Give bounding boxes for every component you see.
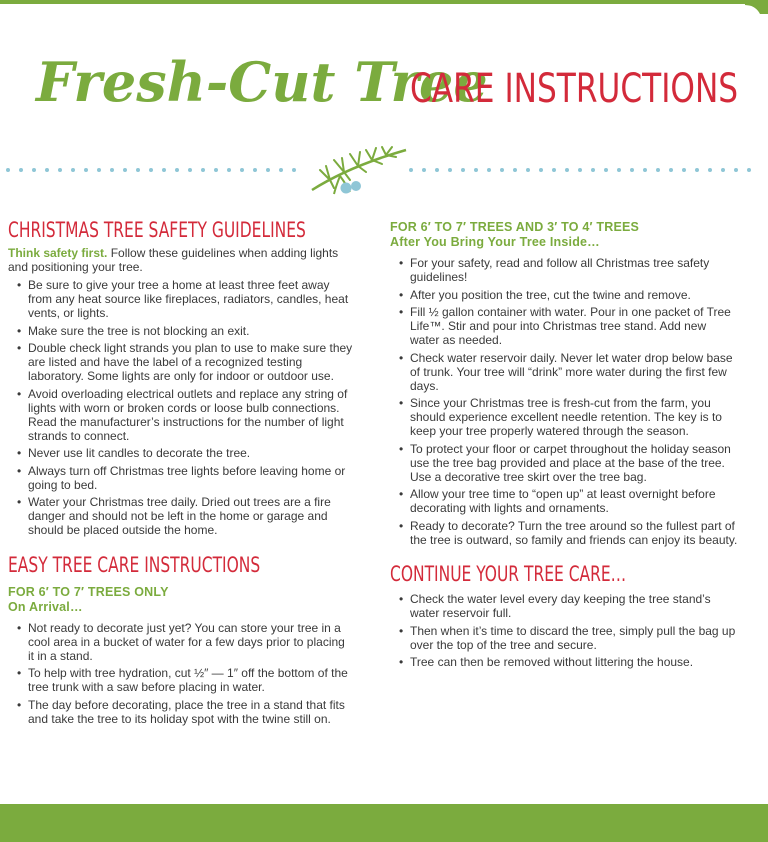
list-item: • Ready to decorate? Turn the tree around so the fullest part of the tree is outward, so family and friends can enjoy its beauty. (390, 519, 738, 547)
list-item: • Never use lit candles to decorate the tree. (8, 446, 353, 460)
divider-dot (409, 168, 413, 172)
divider-dot (84, 168, 88, 172)
divider-dot (513, 168, 517, 172)
divider-dot (136, 168, 140, 172)
easy-care-subheading-2: On Arrival… (8, 599, 83, 614)
divider-dot (643, 168, 647, 172)
divider-dot (461, 168, 465, 172)
divider-dot (656, 168, 660, 172)
divider-dot (58, 168, 62, 172)
list-item: • Double check light strands you plan to use to make sure they are listed and have the label of a recognized testing laboratory. Some lights are only for indoor or outdoor use. (8, 341, 353, 383)
list-item: • Since your Christmas tree is fresh-cut from the farm, you should experience excellent needle retention. The key is to keep your tree properly watered through the season. (390, 396, 738, 438)
list-item: • Then when it’s time to discard the tree, simply pull the bag up over the top of the tree and secure. (390, 624, 738, 652)
divider-dot (19, 168, 23, 172)
list-item: • Water your Christmas tree daily. Dried out trees are a fire danger and should not be left in the home or garage and should be placed outside the home. (8, 495, 353, 537)
easy-care-subheading: FOR 6′ TO 7′ TREES ONLY (8, 584, 169, 599)
bottom-border (0, 804, 768, 842)
divider-dot (682, 168, 686, 172)
divider-dot (695, 168, 699, 172)
list-item: • Fill ½ gallon container with water. Pour in one packet of Tree Life™. Stir and pour into Christmas tree stand. Add new water as needed. (390, 305, 738, 347)
divider-dot (669, 168, 673, 172)
list-item: • For your safety, read and follow all Christmas tree safety guidelines! (390, 256, 738, 284)
header (0, 40, 768, 140)
divider-dot (6, 168, 10, 172)
divider-dot (721, 168, 725, 172)
divider-dot (591, 168, 595, 172)
title-script: Fresh-Cut Tree (36, 50, 488, 114)
divider-dot (422, 168, 426, 172)
safety-intro (8, 246, 353, 274)
divider-dot (292, 168, 296, 172)
list-item: • Allow your tree time to “open up” at least overnight before decorating with lights and ornaments. (390, 487, 738, 515)
divider-dot (500, 168, 504, 172)
list-item: • After you position the tree, cut the twine and remove. (390, 288, 738, 302)
list-item: • Tree can then be removed without littering the house. (390, 655, 738, 669)
divider-dot (552, 168, 556, 172)
continue-care-list (390, 592, 738, 669)
list-item: • Check the water level every day keeping the tree stand’s water reservoir full. (390, 592, 738, 620)
safety-intro-text: Follow these guidelines when adding lights and positioning your tree. (8, 246, 339, 274)
divider-dot (162, 168, 166, 172)
safety-list (8, 278, 353, 537)
divider-dot (227, 168, 231, 172)
divider-dot (71, 168, 75, 172)
pine-sprig-with-berries-icon (312, 147, 406, 194)
divider-dot (734, 168, 738, 172)
divider-dot (175, 168, 179, 172)
divider-dot (214, 168, 218, 172)
list-item: • Make sure the tree is not blocking an exit. (8, 324, 353, 338)
divider-dot (435, 168, 439, 172)
dotted-line (6, 168, 751, 172)
divider-dot (201, 168, 205, 172)
list-item: • The day before decorating, place the tree in a stand that fits and take the tree to its holiday spot with the twine still on. (8, 698, 353, 726)
divider-dot (266, 168, 270, 172)
decorative-divider (0, 140, 768, 200)
divider-dot (110, 168, 114, 172)
list-item: • Avoid overloading electrical outlets and replace any string of lights with worn or broken cords or loose bulb connections. Read the manufacturer’s instructions for the number of light strands to connect. (8, 387, 353, 443)
easy-care-list (8, 621, 353, 726)
title-caps: CARE INSTRUCTIONS (410, 66, 739, 112)
safety-heading: CHRISTMAS TREE SAFETY GUIDELINES (8, 218, 306, 242)
list-item: • Check water reservoir daily. Never let water drop below base of trunk. Your tree will “drink” more water during the first few days. (390, 351, 738, 393)
divider-dot (630, 168, 634, 172)
list-item: • To protect your floor or carpet throughout the holiday season use the tree bag provided and place at the base of the tree. Use a decorative tree skirt over the tree bag. (390, 442, 738, 484)
list-item: • To help with tree hydration, cut ½″ — 1″ off the bottom of the tree trunk with a saw before placing in water. (8, 666, 353, 694)
inside-subheading-2: After You Bring Your Tree Inside… (390, 235, 600, 249)
divider-dot (149, 168, 153, 172)
divider-dot (240, 168, 244, 172)
divider-dot (526, 168, 530, 172)
divider-dot (45, 168, 49, 172)
top-border (0, 0, 768, 14)
divider-dot (578, 168, 582, 172)
inside-subheading: FOR 6′ TO 7′ TREES AND 3′ TO 4′ TREES (390, 220, 640, 234)
divider-dot (487, 168, 491, 172)
divider-dot (32, 168, 36, 172)
divider-dot (279, 168, 283, 172)
divider-dot (123, 168, 127, 172)
divider-dot (188, 168, 192, 172)
left-column (8, 218, 353, 729)
divider-dot (253, 168, 257, 172)
divider-dot (474, 168, 478, 172)
list-item: • Always turn off Christmas tree lights before leaving home or going to bed. (8, 464, 353, 492)
divider-dot (747, 168, 751, 172)
right-column (390, 220, 738, 673)
divider-dot (565, 168, 569, 172)
continue-care-heading: CONTINUE YOUR TREE CARE… (390, 562, 627, 586)
divider-dot (708, 168, 712, 172)
list-item: • Be sure to give your tree a home at least three feet away from any heat source like fireplaces, radiators, candles, heat vents, or lights. (8, 278, 353, 320)
divider-dot (617, 168, 621, 172)
divider-dot (604, 168, 608, 172)
inside-list (390, 256, 738, 547)
divider-dot (97, 168, 101, 172)
divider-dot (539, 168, 543, 172)
list-item: • Not ready to decorate just yet? You can store your tree in a cool area in a bucket of water for a few days prior to placing it in a stand. (8, 621, 353, 663)
easy-care-heading: EASY TREE CARE INSTRUCTIONS (8, 552, 261, 577)
divider-dot (448, 168, 452, 172)
safety-lead: Think safety first. (8, 246, 108, 260)
